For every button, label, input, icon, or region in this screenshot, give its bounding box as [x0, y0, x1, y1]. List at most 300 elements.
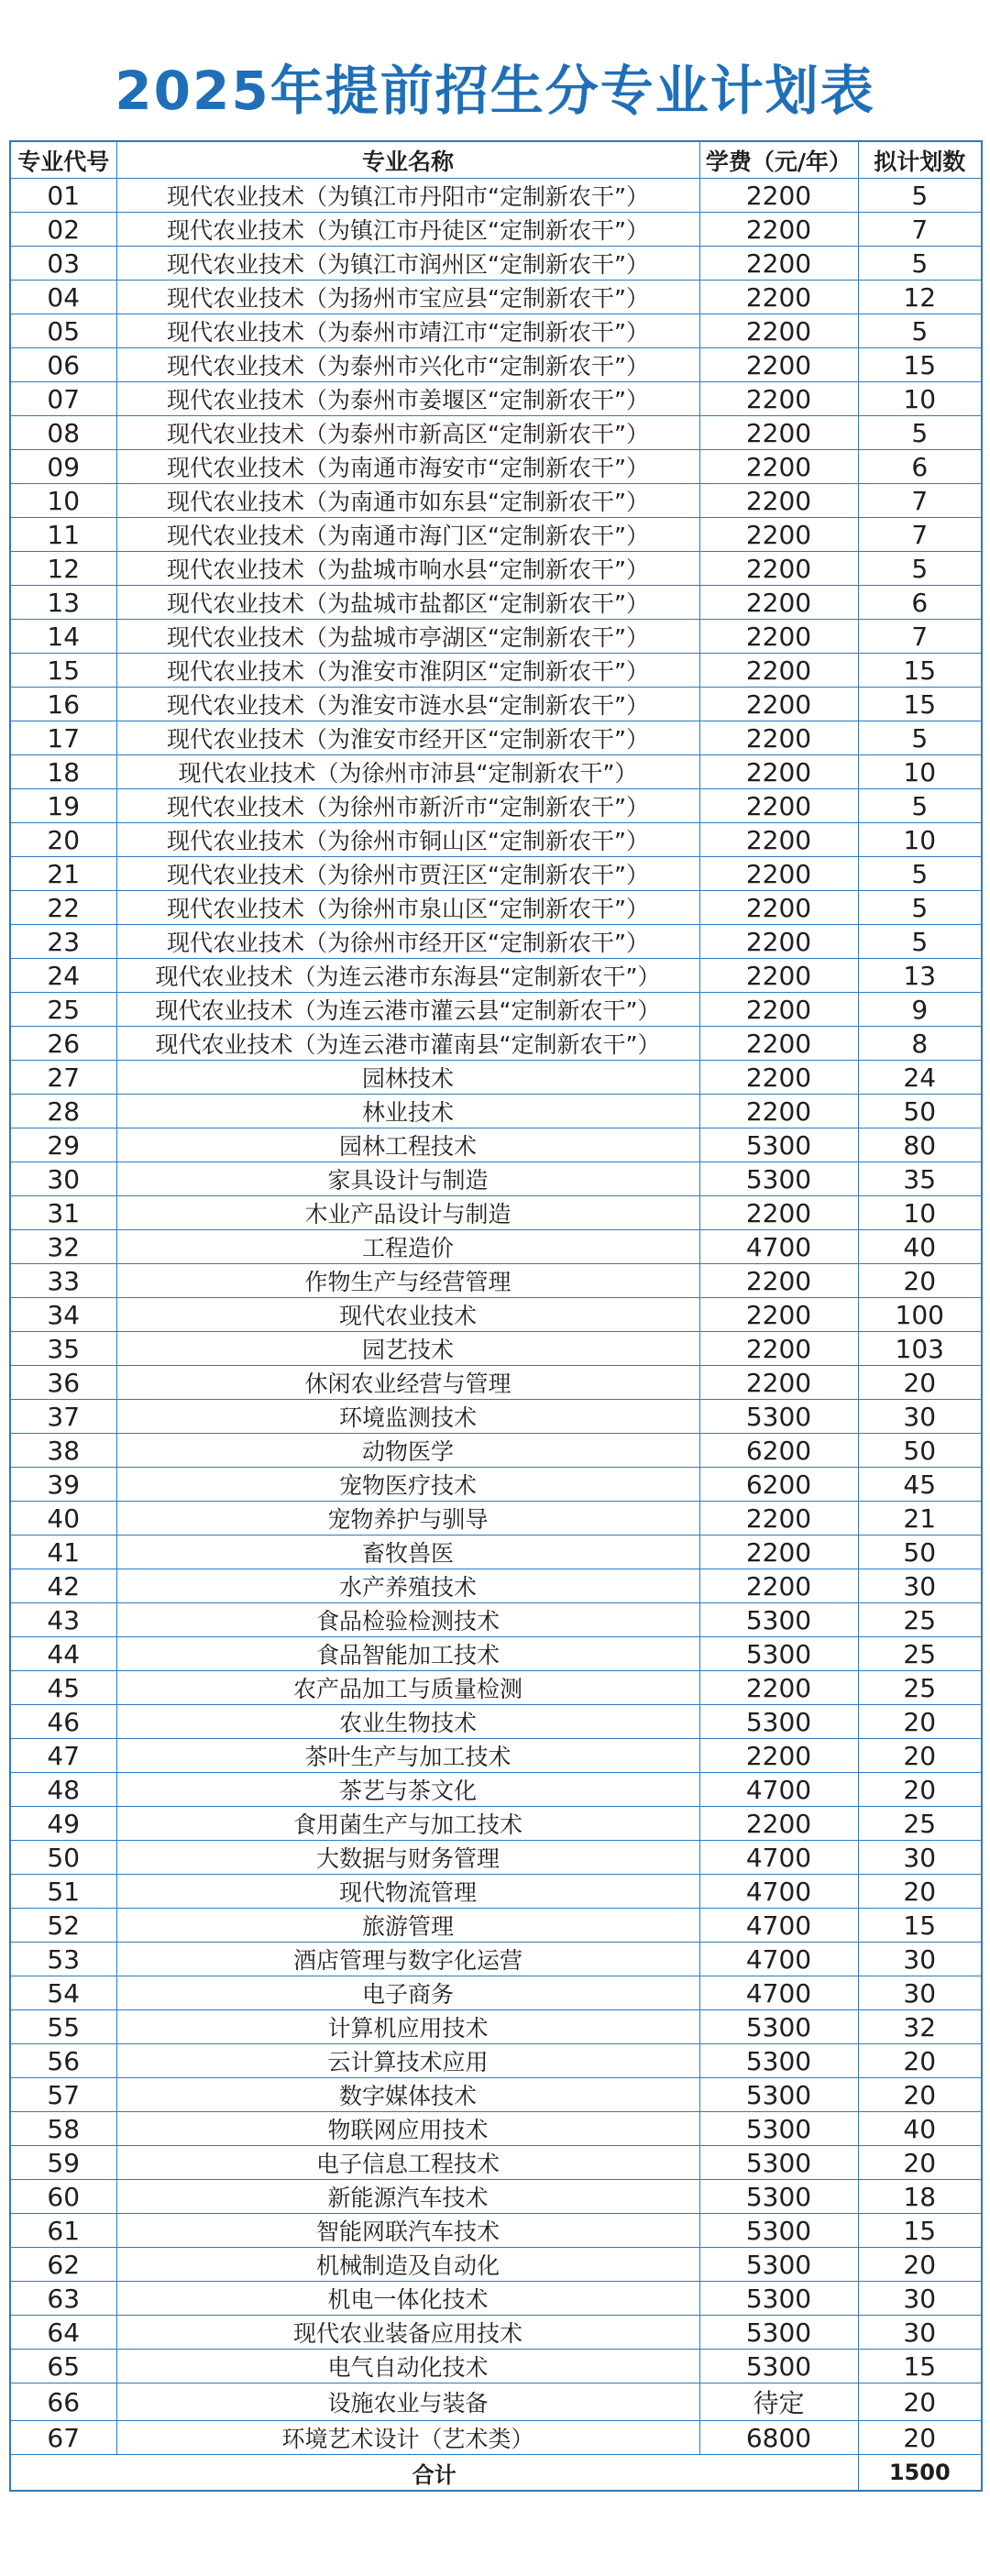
table-row: [10, 925, 982, 959]
cell-plan: 30: [858, 1569, 982, 1603]
cell-name: 现代农业技术（为镇江市丹阳市“定制新农干”）: [116, 179, 699, 213]
cell-name: 现代农业技术（为镇江市润州区“定制新农干”）: [116, 247, 699, 281]
table-row: [10, 382, 982, 416]
cell-code: 06: [10, 348, 116, 382]
cell-fee: 5300: [699, 1637, 858, 1671]
cell-name: 现代农业技术（为连云港市灌云县“定制新农干”）: [116, 993, 699, 1027]
cell-fee: 6200: [699, 1434, 858, 1468]
table-row: [10, 2350, 982, 2383]
cell-code: 18: [10, 755, 116, 789]
table-row: [10, 2044, 982, 2078]
cell-fee: 2200: [699, 382, 858, 416]
cell-code: 56: [10, 2044, 116, 2078]
table-row: [10, 2010, 982, 2044]
cell-code: 58: [10, 2112, 116, 2146]
table-row: [10, 1502, 982, 1536]
cell-code: 41: [10, 1536, 116, 1569]
cell-plan: 20: [858, 1705, 982, 1739]
header-name: 专业名称: [116, 141, 699, 179]
cell-plan: 15: [858, 654, 982, 688]
cell-plan: 50: [858, 1095, 982, 1128]
cell-fee: 2200: [699, 891, 858, 925]
cell-plan: 30: [858, 1943, 982, 1976]
cell-name: 现代农业技术（为徐州市经开区“定制新农干”）: [116, 925, 699, 959]
cell-code: 40: [10, 1502, 116, 1536]
cell-fee: 4700: [699, 1943, 858, 1976]
table-row: [10, 959, 982, 993]
cell-plan: 5: [858, 857, 982, 891]
cell-name: 现代农业技术（为盐城市亭湖区“定制新农干”）: [116, 620, 699, 654]
cell-plan: 15: [858, 2214, 982, 2248]
cell-code: 29: [10, 1128, 116, 1162]
cell-code: 16: [10, 688, 116, 721]
cell-fee: 5300: [699, 2214, 858, 2248]
cell-plan: 20: [858, 2248, 982, 2282]
table-row: [10, 586, 982, 620]
table-row: [10, 654, 982, 688]
table-row: [10, 2214, 982, 2248]
cell-plan: 20: [858, 2044, 982, 2078]
cell-code: 25: [10, 993, 116, 1027]
table-row: [10, 993, 982, 1027]
cell-fee: 2200: [699, 789, 858, 823]
cell-fee: 2200: [699, 348, 858, 382]
table-row: [10, 2146, 982, 2180]
cell-name: 宠物医疗技术: [116, 1468, 699, 1502]
cell-fee: 2200: [699, 1739, 858, 1773]
cell-code: 33: [10, 1264, 116, 1298]
cell-name: 木业产品设计与制造: [116, 1196, 699, 1230]
table-body: [10, 179, 982, 2455]
total-plan: 1500: [858, 2455, 982, 2492]
cell-name: 现代农业技术（为泰州市姜堰区“定制新农干”）: [116, 382, 699, 416]
cell-name: 现代农业技术（为盐城市响水县“定制新农干”）: [116, 552, 699, 586]
cell-code: 50: [10, 1841, 116, 1875]
cell-name: 电气自动化技术: [116, 2350, 699, 2383]
cell-plan: 7: [858, 213, 982, 247]
cell-name: 现代农业技术（为徐州市泉山区“定制新农干”）: [116, 891, 699, 925]
cell-code: 11: [10, 518, 116, 552]
cell-code: 09: [10, 450, 116, 484]
cell-code: 39: [10, 1468, 116, 1502]
cell-code: 66: [10, 2383, 116, 2421]
cell-code: 10: [10, 484, 116, 518]
cell-name: 新能源汽车技术: [116, 2180, 699, 2214]
table-row: [10, 857, 982, 891]
cell-name: 现代农业装备应用技术: [116, 2316, 699, 2350]
cell-plan: 15: [858, 348, 982, 382]
cell-plan: 6: [858, 450, 982, 484]
cell-code: 47: [10, 1739, 116, 1773]
table-row: [10, 1230, 982, 1264]
cell-code: 13: [10, 586, 116, 620]
cell-name: 茶叶生产与加工技术: [116, 1739, 699, 1773]
cell-name: 现代农业技术（为扬州市宝应县“定制新农干”）: [116, 281, 699, 314]
table-row: [10, 891, 982, 925]
cell-plan: 12: [858, 281, 982, 314]
cell-name: 水产养殖技术: [116, 1569, 699, 1603]
cell-name: 环境艺术设计（艺术类）: [116, 2421, 699, 2455]
cell-code: 35: [10, 1332, 116, 1366]
cell-fee: 2200: [699, 959, 858, 993]
cell-fee: 2200: [699, 620, 858, 654]
cell-plan: 15: [858, 688, 982, 721]
cell-code: 51: [10, 1875, 116, 1909]
cell-code: 64: [10, 2316, 116, 2350]
cell-fee: 6800: [699, 2421, 858, 2455]
cell-name: 现代农业技术（为南通市海门区“定制新农干”）: [116, 518, 699, 552]
cell-code: 04: [10, 281, 116, 314]
cell-name: 现代农业技术（为泰州市兴化市“定制新农干”）: [116, 348, 699, 382]
cell-name: 宠物养护与驯导: [116, 1502, 699, 1536]
cell-fee: 2200: [699, 416, 858, 450]
cell-plan: 30: [858, 1841, 982, 1875]
cell-plan: 5: [858, 721, 982, 755]
cell-fee: 2200: [699, 1536, 858, 1569]
cell-code: 28: [10, 1095, 116, 1128]
cell-plan: 5: [858, 247, 982, 281]
table-row: [10, 2316, 982, 2350]
cell-plan: 5: [858, 179, 982, 213]
cell-plan: 50: [858, 1434, 982, 1468]
cell-fee: 2200: [699, 1332, 858, 1366]
cell-fee: 5300: [699, 1603, 858, 1637]
table-row: [10, 1468, 982, 1502]
cell-plan: 5: [858, 552, 982, 586]
table-row: [10, 2248, 982, 2282]
cell-code: 62: [10, 2248, 116, 2282]
cell-code: 59: [10, 2146, 116, 2180]
table-row: [10, 1603, 982, 1637]
cell-plan: 40: [858, 2112, 982, 2146]
cell-plan: 25: [858, 1671, 982, 1705]
cell-plan: 21: [858, 1502, 982, 1536]
cell-name: 环境监测技术: [116, 1400, 699, 1434]
table-row: [10, 1536, 982, 1569]
cell-fee: 6200: [699, 1468, 858, 1502]
cell-name: 酒店管理与数字化运营: [116, 1943, 699, 1976]
cell-code: 55: [10, 2010, 116, 2044]
cell-name: 电子信息工程技术: [116, 2146, 699, 2180]
cell-name: 现代农业技术（为泰州市新高区“定制新农干”）: [116, 416, 699, 450]
table-row: [10, 518, 982, 552]
table-row: [10, 1671, 982, 1705]
cell-code: 23: [10, 925, 116, 959]
cell-name: 云计算技术应用: [116, 2044, 699, 2078]
cell-fee: 5300: [699, 2146, 858, 2180]
table-row: [10, 1400, 982, 1434]
table-row: [10, 1705, 982, 1739]
cell-plan: 20: [858, 2421, 982, 2455]
cell-fee: 2200: [699, 925, 858, 959]
cell-fee: 5300: [699, 1162, 858, 1196]
cell-fee: 2200: [699, 993, 858, 1027]
cell-code: 34: [10, 1298, 116, 1332]
header-code: 专业代号: [10, 141, 116, 179]
cell-name: 机电一体化技术: [116, 2282, 699, 2316]
cell-name: 旅游管理: [116, 1909, 699, 1943]
cell-code: 43: [10, 1603, 116, 1637]
cell-fee: 2200: [699, 1502, 858, 1536]
cell-name: 林业技术: [116, 1095, 699, 1128]
total-label: 合计: [10, 2455, 858, 2492]
cell-fee: 2200: [699, 1366, 858, 1400]
table-row: [10, 348, 982, 382]
cell-plan: 5: [858, 789, 982, 823]
cell-name: 现代农业技术（为连云港市灌南县“定制新农干”）: [116, 1027, 699, 1061]
cell-fee: 4700: [699, 1909, 858, 1943]
cell-name: 现代农业技术（为淮安市涟水县“定制新农干”）: [116, 688, 699, 721]
cell-fee: 5300: [699, 2010, 858, 2044]
cell-fee: 2200: [699, 688, 858, 721]
cell-fee: 5300: [699, 2044, 858, 2078]
cell-plan: 10: [858, 382, 982, 416]
cell-fee: 2200: [699, 586, 858, 620]
cell-plan: 30: [858, 2282, 982, 2316]
cell-fee: 2200: [699, 1264, 858, 1298]
cell-fee: 2200: [699, 450, 858, 484]
table-row: [10, 2383, 982, 2421]
cell-code: 02: [10, 213, 116, 247]
cell-name: 现代农业技术（为徐州市贾汪区“定制新农干”）: [116, 857, 699, 891]
cell-code: 07: [10, 382, 116, 416]
cell-name: 大数据与财务管理: [116, 1841, 699, 1875]
cell-plan: 20: [858, 1366, 982, 1400]
cell-name: 现代农业技术（为泰州市靖江市“定制新农干”）: [116, 314, 699, 348]
cell-plan: 20: [858, 1773, 982, 1807]
table-row: [10, 789, 982, 823]
cell-plan: 15: [858, 1909, 982, 1943]
cell-fee: 2200: [699, 1095, 858, 1128]
cell-fee: 2200: [699, 1027, 858, 1061]
cell-name: 茶艺与茶文化: [116, 1773, 699, 1807]
cell-plan: 24: [858, 1061, 982, 1095]
cell-fee: 5300: [699, 2248, 858, 2282]
cell-code: 12: [10, 552, 116, 586]
table-row: [10, 1875, 982, 1909]
table-row: [10, 1807, 982, 1841]
cell-code: 45: [10, 1671, 116, 1705]
cell-fee: 2200: [699, 1061, 858, 1095]
cell-code: 52: [10, 1909, 116, 1943]
cell-plan: 9: [858, 993, 982, 1027]
cell-name: 食品智能加工技术: [116, 1637, 699, 1671]
cell-plan: 25: [858, 1807, 982, 1841]
cell-code: 49: [10, 1807, 116, 1841]
cell-code: 17: [10, 721, 116, 755]
cell-plan: 18: [858, 2180, 982, 2214]
table-row: [10, 1773, 982, 1807]
table-row: [10, 823, 982, 857]
cell-code: 37: [10, 1400, 116, 1434]
cell-code: 54: [10, 1976, 116, 2010]
cell-code: 08: [10, 416, 116, 450]
cell-name: 物联网应用技术: [116, 2112, 699, 2146]
cell-code: 53: [10, 1943, 116, 1976]
table-row: [10, 1162, 982, 1196]
cell-fee: 待定: [699, 2383, 858, 2421]
cell-name: 现代农业技术（为徐州市新沂市“定制新农干”）: [116, 789, 699, 823]
table-row: [10, 1366, 982, 1400]
cell-name: 食品检验检测技术: [116, 1603, 699, 1637]
cell-name: 园林技术: [116, 1061, 699, 1095]
cell-plan: 20: [858, 1264, 982, 1298]
cell-name: 电子商务: [116, 1976, 699, 2010]
cell-code: 46: [10, 1705, 116, 1739]
table-row: [10, 484, 982, 518]
cell-code: 60: [10, 2180, 116, 2214]
cell-name: 现代农业技术（为淮安市淮阴区“定制新农干”）: [116, 654, 699, 688]
table-row: [10, 620, 982, 654]
cell-name: 现代物流管理: [116, 1875, 699, 1909]
cell-plan: 30: [858, 2316, 982, 2350]
table-row: [10, 247, 982, 281]
cell-fee: 2200: [699, 1196, 858, 1230]
cell-code: 31: [10, 1196, 116, 1230]
cell-name: 工程造价: [116, 1230, 699, 1264]
cell-code: 05: [10, 314, 116, 348]
cell-code: 30: [10, 1162, 116, 1196]
header-fee: 学费（元/年）: [699, 141, 858, 179]
cell-plan: 6: [858, 586, 982, 620]
cell-code: 57: [10, 2078, 116, 2112]
table-row: [10, 450, 982, 484]
cell-name: 现代农业技术（为南通市海安市“定制新农干”）: [116, 450, 699, 484]
table-header-row: [10, 141, 982, 179]
cell-plan: 40: [858, 1230, 982, 1264]
cell-name: 现代农业技术（为淮安市经开区“定制新农干”）: [116, 721, 699, 755]
cell-code: 61: [10, 2214, 116, 2248]
cell-code: 22: [10, 891, 116, 925]
cell-code: 24: [10, 959, 116, 993]
cell-fee: 4700: [699, 1773, 858, 1807]
cell-plan: 25: [858, 1603, 982, 1637]
cell-fee: 5300: [699, 2180, 858, 2214]
cell-code: 38: [10, 1434, 116, 1468]
cell-code: 03: [10, 247, 116, 281]
cell-code: 63: [10, 2282, 116, 2316]
cell-plan: 10: [858, 755, 982, 789]
cell-code: 67: [10, 2421, 116, 2455]
cell-code: 20: [10, 823, 116, 857]
cell-plan: 50: [858, 1536, 982, 1569]
cell-plan: 5: [858, 891, 982, 925]
cell-fee: 2200: [699, 755, 858, 789]
cell-code: 36: [10, 1366, 116, 1400]
cell-code: 21: [10, 857, 116, 891]
cell-plan: 7: [858, 620, 982, 654]
table-row: [10, 1943, 982, 1976]
cell-plan: 20: [858, 2383, 982, 2421]
table-row: [10, 213, 982, 247]
plan-table: [9, 140, 983, 2492]
cell-fee: 4700: [699, 1230, 858, 1264]
cell-name: 食用菌生产与加工技术: [116, 1807, 699, 1841]
cell-name: 智能网联汽车技术: [116, 2214, 699, 2248]
table-row: [10, 314, 982, 348]
cell-fee: 5300: [699, 2282, 858, 2316]
cell-plan: 30: [858, 1976, 982, 2010]
cell-fee: 4700: [699, 1841, 858, 1875]
cell-plan: 100: [858, 1298, 982, 1332]
cell-plan: 35: [858, 1162, 982, 1196]
table-row: [10, 416, 982, 450]
cell-plan: 7: [858, 484, 982, 518]
cell-plan: 5: [858, 314, 982, 348]
cell-plan: 5: [858, 925, 982, 959]
table-row: [10, 2180, 982, 2214]
page-title: 2025年提前招生分专业计划表: [115, 60, 875, 122]
cell-fee: 5300: [699, 2350, 858, 2383]
cell-fee: 2200: [699, 518, 858, 552]
cell-name: 计算机应用技术: [116, 2010, 699, 2044]
cell-plan: 10: [858, 1196, 982, 1230]
cell-fee: 2200: [699, 247, 858, 281]
cell-name: 园艺技术: [116, 1332, 699, 1366]
cell-code: 44: [10, 1637, 116, 1671]
cell-plan: 25: [858, 1637, 982, 1671]
table-row: [10, 755, 982, 789]
table-row: [10, 1095, 982, 1128]
cell-plan: 15: [858, 2350, 982, 2383]
cell-name: 园林工程技术: [116, 1128, 699, 1162]
cell-fee: 5300: [699, 2316, 858, 2350]
cell-fee: 2200: [699, 281, 858, 314]
cell-fee: 2200: [699, 1569, 858, 1603]
cell-fee: 5300: [699, 1400, 858, 1434]
cell-name: 休闲农业经营与管理: [116, 1366, 699, 1400]
cell-fee: 2200: [699, 179, 858, 213]
cell-plan: 13: [858, 959, 982, 993]
cell-name: 动物医学: [116, 1434, 699, 1468]
cell-fee: 4700: [699, 1875, 858, 1909]
cell-name: 数字媒体技术: [116, 2078, 699, 2112]
table-row: [10, 2282, 982, 2316]
cell-name: 畜牧兽医: [116, 1536, 699, 1569]
table-row: [10, 281, 982, 314]
cell-name: 现代农业技术（为盐城市盐都区“定制新农干”）: [116, 586, 699, 620]
cell-plan: 20: [858, 1875, 982, 1909]
cell-code: 19: [10, 789, 116, 823]
cell-code: 48: [10, 1773, 116, 1807]
cell-fee: 2200: [699, 823, 858, 857]
cell-name: 现代农业技术（为南通市如东县“定制新农干”）: [116, 484, 699, 518]
cell-fee: 5300: [699, 1128, 858, 1162]
cell-fee: 2200: [699, 314, 858, 348]
cell-code: 15: [10, 654, 116, 688]
cell-plan: 8: [858, 1027, 982, 1061]
cell-plan: 30: [858, 1400, 982, 1434]
table-row: [10, 2421, 982, 2455]
cell-fee: 5300: [699, 1705, 858, 1739]
cell-plan: 103: [858, 1332, 982, 1366]
table-row: [10, 1434, 982, 1468]
cell-fee: 4700: [699, 1976, 858, 2010]
cell-fee: 5300: [699, 2078, 858, 2112]
table-row: [10, 1569, 982, 1603]
cell-fee: 2200: [699, 552, 858, 586]
cell-fee: 2200: [699, 654, 858, 688]
cell-plan: 20: [858, 2146, 982, 2180]
cell-name: 农产品加工与质量检测: [116, 1671, 699, 1705]
header-plan: 拟计划数: [858, 141, 982, 179]
cell-name: 家具设计与制造: [116, 1162, 699, 1196]
cell-plan: 5: [858, 416, 982, 450]
cell-fee: 2200: [699, 1298, 858, 1332]
cell-code: 65: [10, 2350, 116, 2383]
table-row: [10, 1196, 982, 1230]
cell-name: 设施农业与装备: [116, 2383, 699, 2421]
